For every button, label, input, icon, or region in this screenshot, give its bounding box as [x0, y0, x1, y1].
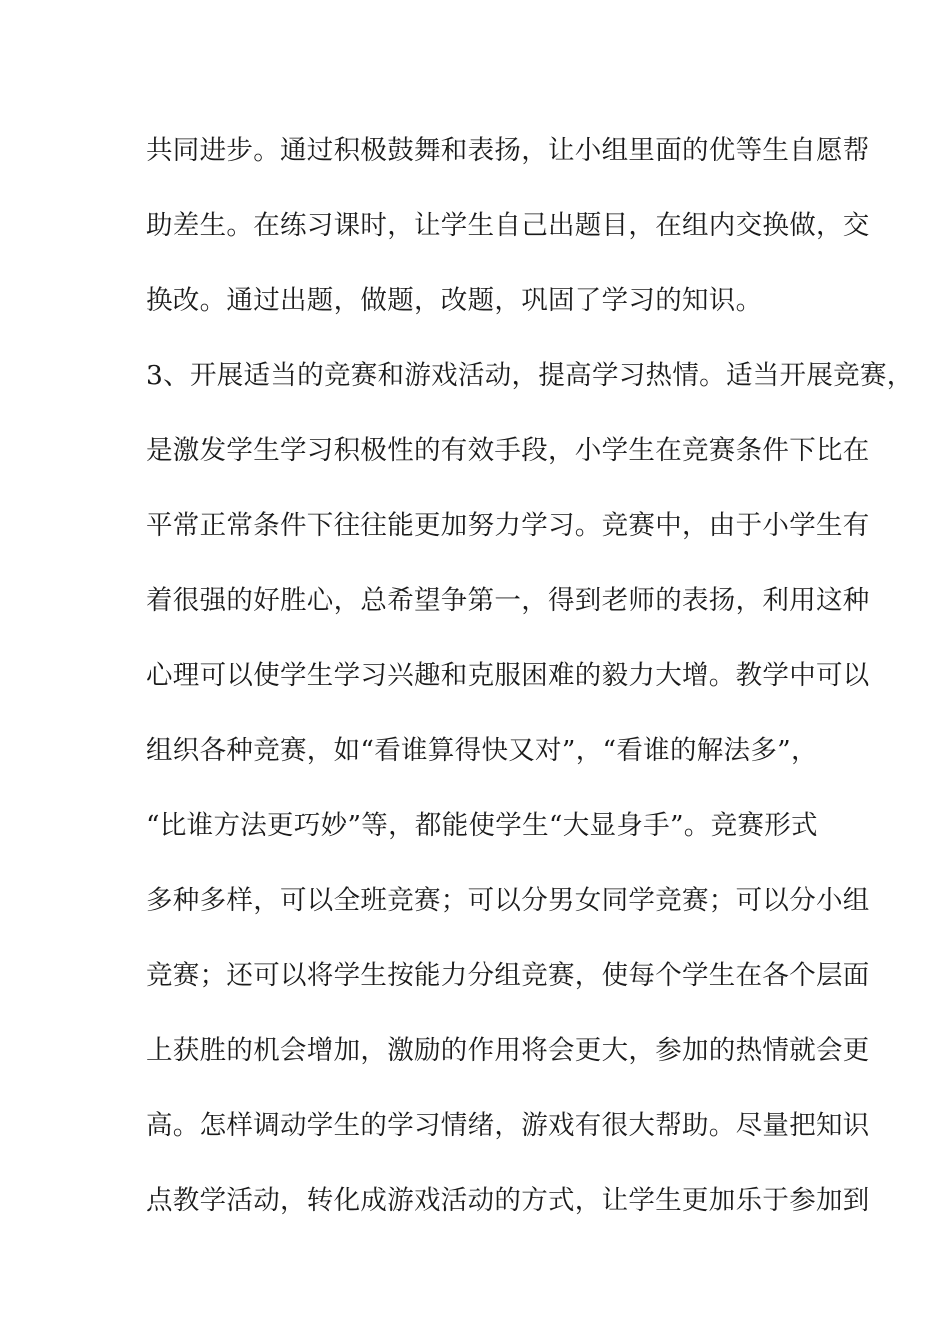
- text-line: 心理可以使学生学习兴趣和克服困难的毅力大增。教学中可以: [146, 660, 870, 691]
- text-line: “比谁方法更巧妙”等，都能使学生“大显身手”。竞赛形式: [146, 810, 818, 841]
- text-line: 竞赛；还可以将学生按能力分组竞赛，使每个学生在各个层面: [146, 960, 870, 991]
- text-line: 高。怎样调动学生的学习情绪，游戏有很大帮助。尽量把知识: [146, 1110, 870, 1141]
- text-line: 上获胜的机会增加，激励的作用将会更大，参加的热情就会更: [146, 1035, 870, 1066]
- text-line: 组织各种竞赛，如“看谁算得快又对”，“看谁的解法多”，: [146, 735, 818, 766]
- text-line: 多种多样，可以全班竞赛；可以分男女同学竞赛；可以分小组: [146, 885, 870, 916]
- text-line: 助差生。在练习课时，让学生自己出题目，在组内交换做，交: [146, 210, 870, 241]
- text-line: 平常正常条件下往往能更加努力学习。竞赛中，由于小学生有: [146, 510, 870, 541]
- text-line: 共同进步。通过积极鼓舞和表扬，让小组里面的优等生自愿帮: [146, 135, 870, 166]
- text-line: 是激发学生学习积极性的有效手段，小学生在竞赛条件下比在: [146, 435, 870, 466]
- text-line: 换改。通过出题，做题，改题，巩固了学习的知识。: [146, 285, 763, 316]
- text-line: 点教学活动，转化成游戏活动的方式，让学生更加乐于参加到: [146, 1185, 870, 1216]
- text-line: 着很强的好胜心，总希望争第一，得到老师的表扬，利用这种: [146, 585, 870, 616]
- text-line: 3、开展适当的竞赛和游戏活动，提高学习热情。适当开展竞赛，: [146, 360, 914, 391]
